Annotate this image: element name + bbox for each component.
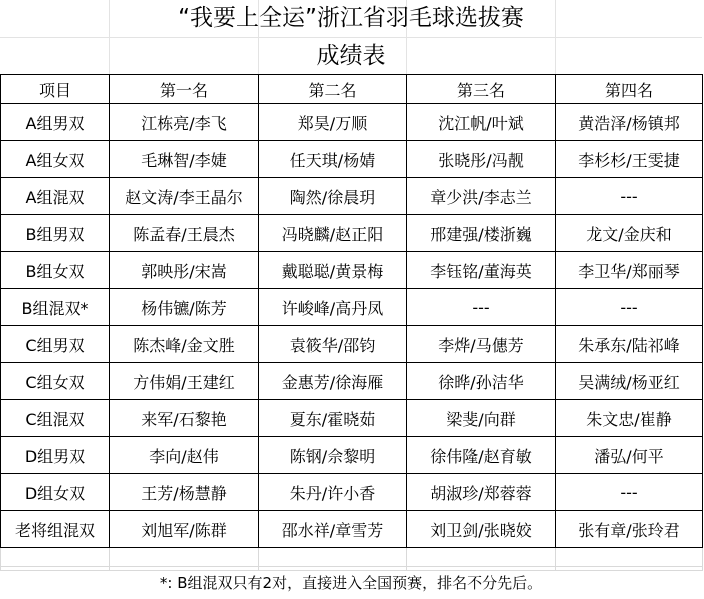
result-cell[interactable]: --- xyxy=(556,474,703,511)
result-cell[interactable]: 李钰铭/董海英 xyxy=(407,252,556,289)
result-cell[interactable]: 陈钢/佘黎明 xyxy=(259,437,407,474)
result-cell[interactable]: 刘旭军/陈群 xyxy=(110,511,259,548)
table-row xyxy=(1,474,703,511)
sheet-subtitle[interactable]: 成绩表 xyxy=(316,43,386,69)
table-row xyxy=(1,104,703,141)
result-cell[interactable]: 王芳/杨慧静 xyxy=(110,474,259,511)
result-cell[interactable]: 沈江帆/叶斌 xyxy=(407,104,556,141)
event-cell[interactable]: 老将组混双 xyxy=(1,511,110,548)
table-row xyxy=(1,437,703,474)
result-cell[interactable]: 杨伟镳/陈芳 xyxy=(110,289,259,326)
result-cell[interactable]: 潘弘/何平 xyxy=(556,437,703,474)
result-cell[interactable]: 袁筱华/邵钧 xyxy=(259,326,407,363)
result-cell[interactable]: 冯晓麟/赵正阳 xyxy=(259,215,407,252)
result-cell[interactable]: 金惠芳/徐海雁 xyxy=(259,363,407,400)
result-cell[interactable]: 刘卫剑/张晓姣 xyxy=(407,511,556,548)
result-cell[interactable]: 梁斐/向群 xyxy=(407,400,556,437)
result-cell[interactable]: 赵文涛/李王晶尔 xyxy=(110,178,259,215)
result-cell[interactable]: 郭映彤/宋嵩 xyxy=(110,252,259,289)
result-cell[interactable]: 李向/赵伟 xyxy=(110,437,259,474)
result-cell[interactable]: 方伟娟/王建红 xyxy=(110,363,259,400)
result-cell[interactable]: 郑昊/万顺 xyxy=(259,104,407,141)
result-cell[interactable]: 章少洪/李志兰 xyxy=(407,178,556,215)
event-cell[interactable]: B组女双 xyxy=(1,252,110,289)
result-cell[interactable]: 李杉杉/王雯捷 xyxy=(556,141,703,178)
footnote[interactable]: *: B组混双只有2对，直接进入全国预赛，排名不分先后。 xyxy=(0,566,702,599)
result-cell[interactable]: 邢建强/楼浙巍 xyxy=(407,215,556,252)
result-cell[interactable]: 吴满绒/杨亚红 xyxy=(556,363,703,400)
event-cell[interactable]: D组女双 xyxy=(1,474,110,511)
header-row xyxy=(1,75,703,104)
result-cell[interactable]: --- xyxy=(407,289,556,326)
header-cell[interactable]: 第四名 xyxy=(556,75,703,104)
table-row xyxy=(1,178,703,215)
result-cell[interactable]: 张有章/张玲君 xyxy=(556,511,703,548)
result-cell[interactable]: 许峻峰/高丹凤 xyxy=(259,289,407,326)
result-cell[interactable]: 胡淑珍/郑蓉蓉 xyxy=(407,474,556,511)
table-row xyxy=(1,400,703,437)
result-cell[interactable]: 邵水祥/章雪芳 xyxy=(259,511,407,548)
event-cell[interactable]: B组混双* xyxy=(1,289,110,326)
result-cell[interactable]: 李烨/马僡芳 xyxy=(407,326,556,363)
result-cell[interactable]: 毛琳智/李婕 xyxy=(110,141,259,178)
event-cell[interactable]: D组男双 xyxy=(1,437,110,474)
event-cell[interactable]: C组女双 xyxy=(1,363,110,400)
result-cell[interactable]: 黄浩泽/杨镇邦 xyxy=(556,104,703,141)
header-cell[interactable]: 第一名 xyxy=(110,75,259,104)
result-cell[interactable]: --- xyxy=(556,289,703,326)
event-cell[interactable]: A组女双 xyxy=(1,141,110,178)
event-cell[interactable]: A组混双 xyxy=(1,178,110,215)
event-cell[interactable]: C组男双 xyxy=(1,326,110,363)
table-row xyxy=(1,326,703,363)
result-cell[interactable]: 徐伟隆/赵育敏 xyxy=(407,437,556,474)
header-cell[interactable]: 第二名 xyxy=(259,75,407,104)
results-table xyxy=(0,74,703,571)
event-cell[interactable]: B组男双 xyxy=(1,215,110,252)
result-cell[interactable]: 陈孟春/王晨杰 xyxy=(110,215,259,252)
result-cell[interactable]: 张晓彤/冯靓 xyxy=(407,141,556,178)
result-cell[interactable]: 徐晔/孙洁华 xyxy=(407,363,556,400)
event-cell[interactable]: A组男双 xyxy=(1,104,110,141)
result-cell[interactable]: 来军/石黎艳 xyxy=(110,400,259,437)
result-cell[interactable]: 夏东/霍晓茹 xyxy=(259,400,407,437)
event-cell[interactable]: C组混双 xyxy=(1,400,110,437)
table-row xyxy=(1,363,703,400)
result-cell[interactable]: 陈杰峰/金文胜 xyxy=(110,326,259,363)
header-cell[interactable]: 项目 xyxy=(1,75,110,104)
table-row xyxy=(1,511,703,548)
result-cell[interactable]: 龙文/金庆和 xyxy=(556,215,703,252)
result-cell[interactable]: 李卫华/郑丽琴 xyxy=(556,252,703,289)
result-cell[interactable]: 朱丹/许小香 xyxy=(259,474,407,511)
table-row xyxy=(1,141,703,178)
result-cell[interactable]: 朱承东/陆祁峰 xyxy=(556,326,703,363)
result-cell[interactable]: 戴聪聪/黄景梅 xyxy=(259,252,407,289)
result-cell[interactable]: 朱文忠/崔静 xyxy=(556,400,703,437)
sheet-title[interactable]: “我要上全运”浙江省羽毛球选拔赛 xyxy=(178,5,524,31)
result-cell[interactable]: 任天琪/杨婧 xyxy=(259,141,407,178)
result-cell[interactable]: 陶然/徐晨玥 xyxy=(259,178,407,215)
table-row xyxy=(1,252,703,289)
table-row xyxy=(1,289,703,326)
table-row xyxy=(1,215,703,252)
header-cell[interactable]: 第三名 xyxy=(407,75,556,104)
result-cell[interactable]: 江栋亮/李飞 xyxy=(110,104,259,141)
result-cell[interactable]: --- xyxy=(556,178,703,215)
